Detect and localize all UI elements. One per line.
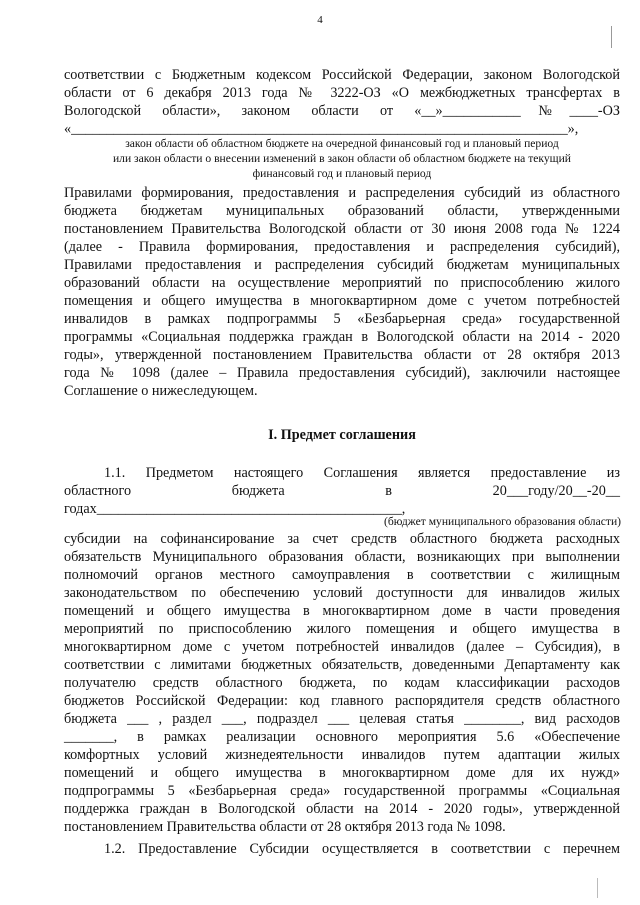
page-number: 4 bbox=[317, 14, 323, 26]
text-line: помещения и общего имущества в многоквартирном доме с учетом потребностей bbox=[64, 293, 620, 309]
text-line: инвалидов в рамках подпрограммы 5 «Безбарьерная среда» государственной bbox=[64, 311, 620, 327]
text-line: области от 6 декабря 2013 года № 3222-ОЗ «О межбюджетных трансфертах в bbox=[64, 85, 620, 101]
text-line: получателю средств областного бюджета, по кодам классификации расходов bbox=[64, 675, 620, 691]
footnote-line: закон области об областном бюджете на очередной финансовый год и плановый период bbox=[125, 137, 559, 150]
footnote-line: или закон области о внесении изменений в закон области об областном бюджете на текущий bbox=[112, 152, 572, 165]
text-line: бюджетов Российской Федерации: код главного распорядителя средств областного bbox=[64, 693, 620, 709]
clause-line: областного бюджета в 20___году/20__-20__ bbox=[64, 483, 620, 499]
field-caption: (бюджет муниципального образования области) bbox=[384, 515, 622, 528]
text-line: соответствии с лимитами бюджетных обязательств, доведенными Департаменту как bbox=[64, 657, 620, 673]
text-line: постановлением Правительства Вологодской области от 30 июня 2008 года № 1224 bbox=[64, 221, 620, 237]
text-line: постановлением Правительства области от 28 октября 2013 года № 1098. bbox=[64, 819, 506, 835]
text-line: года № 1098 (далее – Правила предоставления субсидий), заключили настоящее bbox=[64, 365, 620, 381]
margin-mark bbox=[611, 26, 612, 48]
clause-line: 1.1. Предметом настоящего Соглашения является предоставление из bbox=[104, 465, 620, 481]
clause-line: 1.2. Предоставление Субсидии осуществляется в соответствии с перечнем bbox=[104, 841, 620, 857]
text-line: (далее - Правила формирования, предоставления и распределения субсидий), bbox=[64, 239, 620, 255]
text-line: помещений и общего имущества в многоквартирном доме для их нужд» bbox=[64, 765, 620, 781]
margin-mark bbox=[597, 878, 598, 898]
text-line: комфортных условий жизнедеятельности инвалидов путем адаптации жилых bbox=[64, 747, 620, 763]
text-line: законодательством по обеспечению условий доступности для инвалидов жилых bbox=[64, 585, 620, 601]
text-line: бюджета бюджетам муниципальных образований области, утвержденными bbox=[64, 203, 620, 219]
text-line: подпрограммы 5 «Безбарьерная среда» государственной программы «Социальная bbox=[64, 783, 620, 799]
text-line: обязательств Муниципального образования области, возникающих при выполнении bbox=[64, 549, 620, 565]
text-line: полномочий органов местного самоуправления в соответствии с жилищным bbox=[64, 567, 620, 583]
text-line: образований области на осуществление мероприятий по приспособлению жилого bbox=[64, 275, 620, 291]
text-line: поддержка граждан в Вологодской области на 2014 - 2020 годы», утвержденной bbox=[64, 801, 620, 817]
text-line: соответствии с Бюджетным кодексом Российской Федерации, законом Вологодской bbox=[64, 67, 620, 83]
text-line: годы», утвержденной постановлением Правительства области от 28 октября 2013 bbox=[64, 347, 620, 363]
text-line: помещений и общего имущества в многоквартирном доме в части проведения bbox=[64, 603, 620, 619]
text-line: мероприятий по приспособлению жилого помещения и общего имущества в bbox=[64, 621, 620, 637]
text-line: Соглашение о нижеследующем. bbox=[64, 383, 258, 399]
clause-line: годах___________________________________________, bbox=[64, 501, 406, 517]
text-line: субсидии на софинансирование за счет средств областного бюджета расходных bbox=[64, 531, 620, 547]
text-line: программы «Социальная поддержка граждан в Вологодской области на 2014 - 2020 bbox=[64, 329, 620, 345]
text-line: «______________________________________________________________________», bbox=[64, 121, 579, 137]
text-line: _______, в рамках реализации основного мероприятия 5.6 «Обеспечение bbox=[64, 729, 620, 745]
section-heading: I. Предмет соглашения bbox=[268, 427, 416, 443]
text-line: Правилами формирования, предоставления и распределения субсидий из областного bbox=[64, 185, 620, 201]
text-line: Вологодской области», законом области от «__»___________№____-ОЗ bbox=[64, 103, 620, 119]
text-line: Правилами предоставления и распределения субсидий бюджетам муниципальных bbox=[64, 257, 620, 273]
footnote-line: финансовый год и плановый период bbox=[252, 167, 432, 180]
text-line: бюджета ___ , раздел ___, подраздел ___ целевая статья ________, вид расходов bbox=[64, 711, 620, 727]
text-line: многоквартирном доме с учетом потребностей инвалидов (далее – Субсидия), в bbox=[64, 639, 620, 655]
